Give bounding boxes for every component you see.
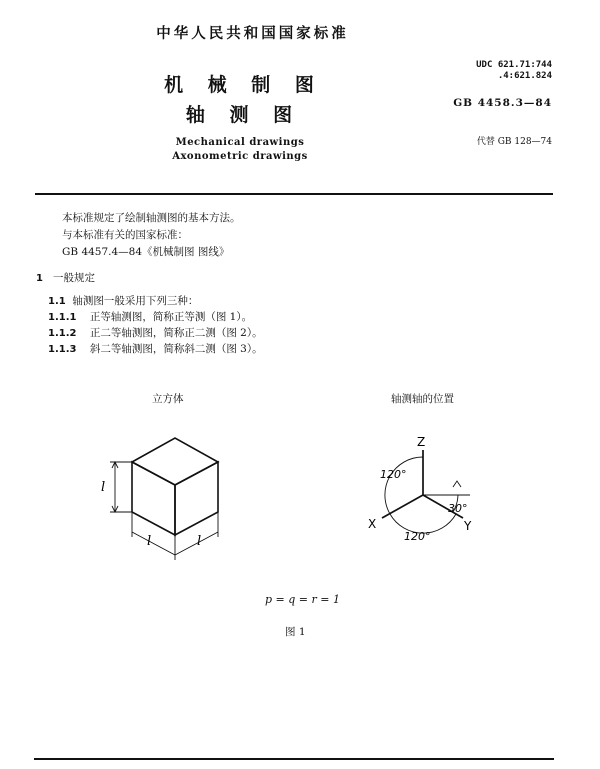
clause-1-1-1 [48,309,252,324]
clause-text: 正二等轴测图，简称正二测（图 2）。 [89,327,263,339]
cube-drawing [95,435,245,580]
dimension-label-left: l [147,534,152,549]
udc-line2: .4:621.824 [497,71,552,81]
title-en-line2: Axonometric drawings [172,151,308,162]
section1-title: 一般规定 [52,272,95,284]
scale-formula: p = q = r = 1 [265,593,340,606]
angle-label-right: 30° [448,502,468,515]
intro-line2: 与本标准有关的国家标准： [62,229,188,241]
clause-number: 1.1.1 [48,312,77,323]
intro-line1: 本标准规定了绘制轴测图的基本方法。 [62,212,241,224]
axis-y-label: Y [464,519,472,533]
standard-title: 中华人民共和国国家标准 [156,25,349,42]
section1-number: 1 [36,273,43,284]
clause-number: 1.1 [48,296,66,307]
angle-label-upper: 120° [380,468,407,481]
vertical-dimension [110,462,132,512]
figure-left-caption: 立方体 [152,393,184,405]
section1-heading [36,270,95,285]
cube-edges [132,438,218,535]
header-rule [35,193,553,195]
clause-text: 轴测图一般采用下列三种： [72,295,199,307]
udc-line1: UDC 621.71:744 [476,60,552,70]
title-en-line1: Mechanical drawings [175,137,305,148]
clause-text: 斜二等轴测图，简称斜二测（图 3）。 [89,343,263,355]
dimension-label-vertical: l [101,480,106,495]
axis-z-label: Z [417,435,426,449]
figure-right-caption: 轴测轴的位置 [391,393,454,405]
axis-x-label: X [368,517,377,531]
clause-number: 1.1.2 [48,328,77,339]
axes-drawing [360,430,490,545]
angle-label-lower: 120° [404,530,431,543]
dimension-label-right: l [197,534,202,549]
left-bottom-dimension [132,512,175,560]
replaces-note: 代替 GB 128—74 [476,137,552,147]
clause-1-1-2 [48,325,263,340]
footer-rule [34,758,554,760]
standard-number: GB 4458.3—84 [453,97,552,109]
intro-line3: GB 4457.4—84《机械制图 图线》 [62,246,230,258]
clause-number: 1.1.3 [48,344,77,355]
clause-1-1-3 [48,341,263,356]
figure-caption: 图 1 [285,626,306,638]
title-cn-line2: 轴 测 图 [185,104,295,126]
clause-text: 正等轴测图，简称正等测（图 1）。 [89,311,253,323]
title-cn-line1: 机 械 制 图 [164,74,316,96]
clause-1-1 [48,293,198,308]
